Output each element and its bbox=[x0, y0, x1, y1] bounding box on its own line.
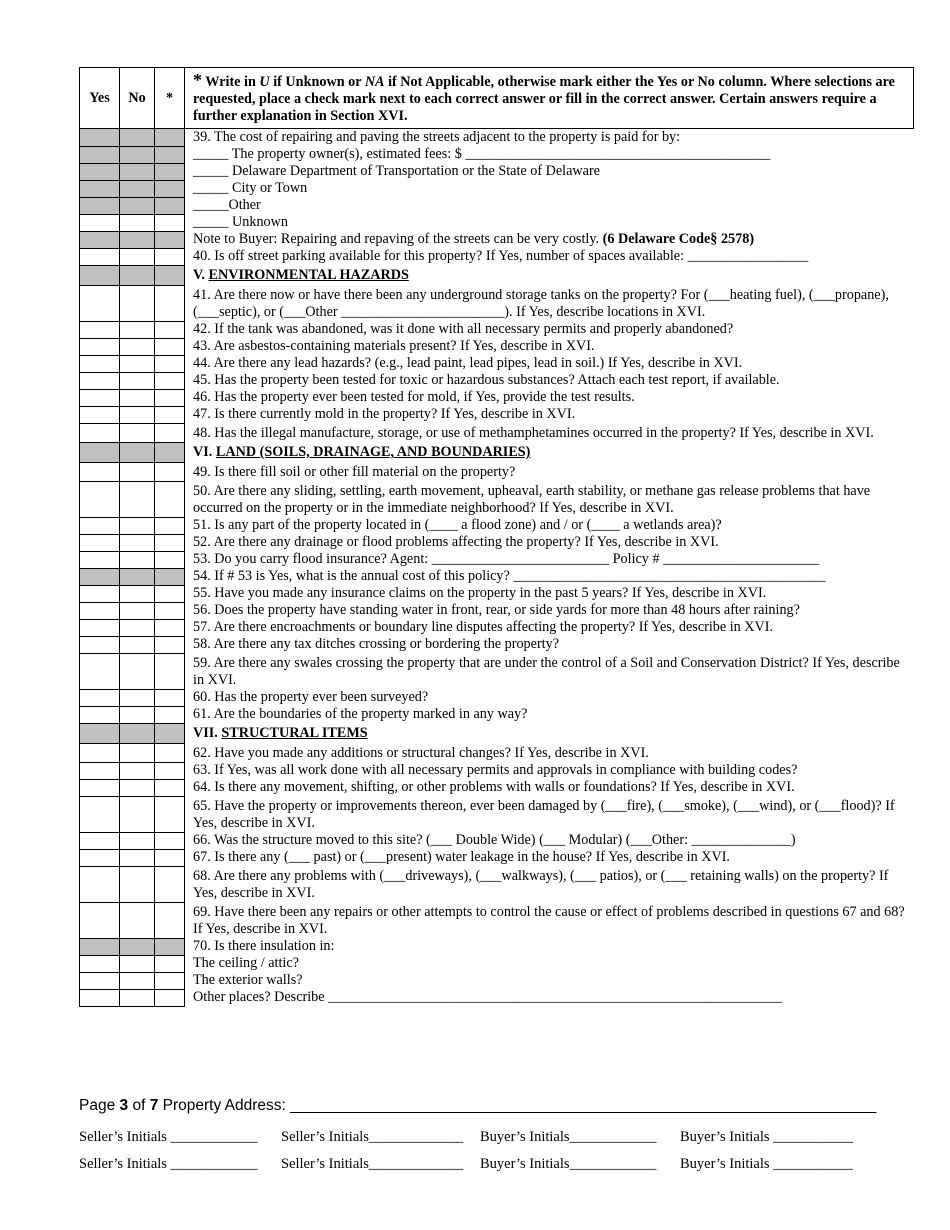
question-39: 39. The cost of repairing and paving the streets adjacent to the property is paid for by: bbox=[185, 129, 914, 147]
question-49: 49. Is there fill soil or other fill material on the property? bbox=[185, 462, 914, 481]
buyer-initials-field[interactable]: Buyer’s Initials____________ bbox=[480, 1156, 657, 1172]
no-cell[interactable] bbox=[120, 285, 155, 321]
no-cell[interactable] bbox=[120, 955, 155, 972]
question-row-60 bbox=[80, 689, 914, 706]
yes-cell[interactable] bbox=[80, 372, 120, 389]
option-row bbox=[80, 214, 914, 231]
question-44: 44. Are there any lead hazards? (e.g., lead paint, lead pipes, lead in soil.) If Yes, describe in XVI. bbox=[185, 355, 914, 372]
question-63: 63. If Yes, was all work done with all necessary permits and approvals in compliance with building codes? bbox=[185, 762, 914, 779]
option-unknown[interactable]: _____ Unknown bbox=[185, 214, 914, 231]
question-row-63 bbox=[80, 762, 914, 779]
question-66: 66. Was the structure moved to this site? (___ Double Wide) (___ Modular) (___Other: ______________) bbox=[185, 832, 914, 849]
star-cell[interactable] bbox=[155, 653, 185, 689]
no-cell[interactable] bbox=[120, 481, 155, 517]
question-48: 48. Has the illegal manufacture, storage, or use of methamphetamines occurred in the property? If Yes, describe in XVI. bbox=[185, 423, 914, 442]
question-row-64 bbox=[80, 779, 914, 796]
star-cell[interactable] bbox=[155, 743, 185, 762]
no-column-header: No bbox=[120, 68, 155, 129]
star-cell[interactable] bbox=[155, 849, 185, 866]
star-cell[interactable] bbox=[155, 706, 185, 723]
question-47: 47. Is there currently mold in the property? If Yes, describe in XVI. bbox=[185, 406, 914, 423]
no-cell[interactable] bbox=[120, 762, 155, 779]
star-cell[interactable] bbox=[155, 355, 185, 372]
insulation-other[interactable]: Other places? Describe ________________________________________________________________ bbox=[185, 989, 914, 1006]
option-row bbox=[80, 197, 914, 214]
section-heading-environmental: V. ENVIRONMENTAL HAZARDS bbox=[185, 265, 914, 285]
star-cell[interactable] bbox=[155, 551, 185, 568]
question-row-42 bbox=[80, 321, 914, 338]
question-55: 55. Have you made any insurance claims on the property in the past 5 years? If Yes, describe in XVI. bbox=[185, 585, 914, 602]
no-cell[interactable] bbox=[120, 689, 155, 706]
question-43: 43. Are asbestos-containing materials present? If Yes, describe in XVI. bbox=[185, 338, 914, 355]
question-69: 69. Have there been any repairs or other attempts to control the cause or effect of problems described in questions 67 and 68? If Yes, describe in XVI. bbox=[185, 902, 914, 938]
page-total: 7 bbox=[149, 1097, 159, 1114]
star-cell[interactable] bbox=[155, 902, 185, 938]
disclosure-form-table bbox=[79, 67, 914, 1007]
star-cell[interactable] bbox=[155, 285, 185, 321]
question-row-45 bbox=[80, 372, 914, 389]
yes-cell[interactable] bbox=[80, 989, 120, 1006]
question-row-55 bbox=[80, 585, 914, 602]
yes-cell[interactable] bbox=[80, 832, 120, 849]
question-61: 61. Are the boundaries of the property marked in any way? bbox=[185, 706, 914, 723]
question-row-44 bbox=[80, 355, 914, 372]
star-cell[interactable] bbox=[155, 389, 185, 406]
yes-cell[interactable] bbox=[80, 849, 120, 866]
star-cell[interactable] bbox=[155, 832, 185, 849]
question-62: 62. Have you made any additions or structural changes? If Yes, describe in XVI. bbox=[185, 743, 914, 762]
star-cell[interactable] bbox=[155, 338, 185, 355]
question-row-66 bbox=[80, 832, 914, 849]
no-cell[interactable] bbox=[120, 602, 155, 619]
question-row-67 bbox=[80, 849, 914, 866]
question-row-53 bbox=[80, 551, 914, 568]
page-footer: Page 3 of 7 Property Address: ____________________________________________________________________ bbox=[79, 1097, 877, 1114]
star-cell[interactable] bbox=[155, 989, 185, 1006]
no-cell[interactable] bbox=[120, 902, 155, 938]
yes-cell[interactable] bbox=[80, 517, 120, 534]
no-cell[interactable] bbox=[120, 372, 155, 389]
question-row-54 bbox=[80, 568, 914, 585]
question-68: 68. Are there any problems with (___driveways), (___walkways), (___ patios), or (___ retaining walls) on the property? If Yes, describe in XVI. bbox=[185, 866, 914, 902]
question-row-49 bbox=[80, 462, 914, 481]
no-cell[interactable] bbox=[120, 743, 155, 762]
question-60: 60. Has the property ever been surveyed? bbox=[185, 689, 914, 706]
question-row-48 bbox=[80, 423, 914, 442]
section-row-v bbox=[80, 265, 914, 285]
yes-cell[interactable] bbox=[80, 972, 120, 989]
yes-cell[interactable] bbox=[80, 423, 120, 442]
no-cell[interactable] bbox=[120, 653, 155, 689]
star-cell[interactable] bbox=[155, 779, 185, 796]
question-row-70 bbox=[80, 938, 914, 955]
star-cell[interactable] bbox=[155, 406, 185, 423]
yes-cell[interactable] bbox=[80, 706, 120, 723]
star-cell[interactable] bbox=[155, 585, 185, 602]
question-40: 40. Is off street parking available for this property? If Yes, number of spaces available: _________________ bbox=[185, 248, 914, 265]
no-cell[interactable] bbox=[120, 796, 155, 832]
yes-cell[interactable] bbox=[80, 534, 120, 551]
no-cell[interactable] bbox=[120, 832, 155, 849]
question-row-65 bbox=[80, 796, 914, 832]
star-cell[interactable] bbox=[155, 689, 185, 706]
yes-cell[interactable] bbox=[80, 619, 120, 636]
star-cell[interactable] bbox=[155, 636, 185, 653]
question-67: 67. Is there any (___ past) or (___present) water leakage in the house? If Yes, describe in XVI. bbox=[185, 849, 914, 866]
yes-cell[interactable] bbox=[80, 355, 120, 372]
star-cell[interactable] bbox=[155, 423, 185, 442]
buyer-initials-field[interactable]: Buyer’s Initials____________ bbox=[480, 1129, 657, 1145]
yes-cell[interactable] bbox=[80, 779, 120, 796]
header-row bbox=[80, 68, 914, 129]
question-53: 53. Do you carry flood insurance? Agent: _________________________ Policy # ______________________ bbox=[185, 551, 914, 568]
yes-column-header: Yes bbox=[80, 68, 120, 129]
yes-cell[interactable] bbox=[80, 689, 120, 706]
instructions: * Write in U if Unknown or NA if Not Applicable, otherwise mark either the Yes or No column. Where selections are requested, place a check mark next to each correct answer or fill in the correct answer. Certain answers require a further explanation in Section XVI. bbox=[185, 68, 914, 129]
question-row-39 bbox=[80, 129, 914, 147]
section-heading-structural: VII. STRUCTURAL ITEMS bbox=[185, 723, 914, 743]
yes-cell[interactable] bbox=[80, 653, 120, 689]
seller-initials-field[interactable]: Seller’s Initials ____________ bbox=[79, 1156, 258, 1172]
question-row-51 bbox=[80, 517, 914, 534]
yes-cell[interactable] bbox=[80, 285, 120, 321]
section-row-vii bbox=[80, 723, 914, 743]
yes-cell[interactable] bbox=[80, 321, 120, 338]
no-cell[interactable] bbox=[120, 423, 155, 442]
option-city-town[interactable]: _____ City or Town bbox=[185, 180, 914, 197]
question-70: 70. Is there insulation in: bbox=[185, 938, 914, 955]
option-other[interactable]: _____Other bbox=[185, 197, 914, 214]
question-row-69 bbox=[80, 902, 914, 938]
question-row-59 bbox=[80, 653, 914, 689]
option-row bbox=[80, 163, 914, 180]
question-row-43 bbox=[80, 338, 914, 355]
question-row-50 bbox=[80, 481, 914, 517]
no-cell[interactable] bbox=[120, 866, 155, 902]
question-42: 42. If the tank was abandoned, was it done with all necessary permits and properly abandoned? bbox=[185, 321, 914, 338]
question-65: 65. Have the property or improvements thereon, ever been damaged by (___fire), (___smoke), (___wind), or (___flood)? If Yes, describe in XVI. bbox=[185, 796, 914, 832]
question-row-46 bbox=[80, 389, 914, 406]
question-54: 54. If # 53 is Yes, what is the annual cost of this policy? ____________________________________________ bbox=[185, 568, 914, 585]
star-cell[interactable] bbox=[155, 972, 185, 989]
star-cell[interactable] bbox=[155, 534, 185, 551]
yes-cell[interactable] bbox=[80, 248, 120, 265]
no-cell[interactable] bbox=[120, 338, 155, 355]
no-cell[interactable] bbox=[120, 517, 155, 534]
no-cell[interactable] bbox=[120, 585, 155, 602]
no-cell[interactable] bbox=[120, 248, 155, 265]
page-number: 3 bbox=[119, 1097, 129, 1114]
question-50: 50. Are there any sliding, settling, earth movement, upheaval, earth stability, or methane gas release problems that have occurred on the property or in the immediate neighborhood? If Yes, describe in XVI. bbox=[185, 481, 914, 517]
yes-cell[interactable] bbox=[80, 462, 120, 481]
note-to-buyer: Note to Buyer: Repairing and repaving of the streets can be very costly. (6 Delaware Code§ 2578) bbox=[185, 231, 914, 248]
option-owner-fees[interactable]: _____ The property owner(s), estimated fees: $ ___________________________________________ bbox=[185, 146, 914, 163]
option-row bbox=[80, 180, 914, 197]
sub-row-other bbox=[80, 989, 914, 1006]
star-cell[interactable] bbox=[155, 321, 185, 338]
star-cell[interactable] bbox=[155, 462, 185, 481]
star-cell[interactable] bbox=[155, 762, 185, 779]
question-46: 46. Has the property ever been tested for mold, if Yes, provide the test results. bbox=[185, 389, 914, 406]
buyer-initials-field[interactable]: Buyer’s Initials ___________ bbox=[680, 1156, 853, 1172]
yes-cell[interactable] bbox=[80, 338, 120, 355]
seller-initials-field[interactable]: Seller’s Initials_____________ bbox=[281, 1129, 464, 1145]
no-cell[interactable] bbox=[120, 849, 155, 866]
yes-cell[interactable] bbox=[80, 481, 120, 517]
yes-cell[interactable] bbox=[80, 902, 120, 938]
question-45: 45. Has the property been tested for toxic or hazardous substances? Attach each test report, if available. bbox=[185, 372, 914, 389]
no-cell[interactable] bbox=[120, 534, 155, 551]
yes-cell[interactable] bbox=[80, 955, 120, 972]
question-row-58 bbox=[80, 636, 914, 653]
star-cell[interactable] bbox=[155, 481, 185, 517]
no-cell[interactable] bbox=[120, 551, 155, 568]
buyer-initials-field[interactable]: Buyer’s Initials ___________ bbox=[680, 1129, 853, 1145]
yes-cell[interactable] bbox=[80, 866, 120, 902]
star-cell[interactable] bbox=[155, 517, 185, 534]
no-cell[interactable] bbox=[120, 389, 155, 406]
question-52: 52. Are there any drainage or flood problems affecting the property? If Yes, describe in XVI. bbox=[185, 534, 914, 551]
section-heading-land: VI. LAND (SOILS, DRAINAGE, AND BOUNDARIES) bbox=[185, 442, 914, 462]
question-59: 59. Are there any swales crossing the property that are under the control of a Soil and Conservation District? If Yes, describe in XVI. bbox=[185, 653, 914, 689]
question-58: 58. Are there any tax ditches crossing or bordering the property? bbox=[185, 636, 914, 653]
yes-cell[interactable] bbox=[80, 762, 120, 779]
sub-row-ceiling bbox=[80, 955, 914, 972]
no-cell[interactable] bbox=[120, 706, 155, 723]
section-row-vi bbox=[80, 442, 914, 462]
question-row-62 bbox=[80, 743, 914, 762]
note-row bbox=[80, 231, 914, 248]
question-64: 64. Is there any movement, shifting, or other problems with walls or foundations? If Yes, describe in XVI. bbox=[185, 779, 914, 796]
question-56: 56. Does the property have standing water in front, rear, or side yards for more than 48 hours after raining? bbox=[185, 602, 914, 619]
no-cell[interactable] bbox=[120, 636, 155, 653]
yes-cell[interactable] bbox=[80, 636, 120, 653]
question-row-40 bbox=[80, 248, 914, 265]
insulation-ceiling: The ceiling / attic? bbox=[185, 955, 914, 972]
star-cell[interactable] bbox=[155, 602, 185, 619]
insulation-walls: The exterior walls? bbox=[185, 972, 914, 989]
yes-cell[interactable] bbox=[80, 743, 120, 762]
no-cell[interactable] bbox=[120, 972, 155, 989]
question-41: 41. Are there now or have there been any underground storage tanks on the property? For (___heating fuel), (___propane), (___septic), or (___Other _______________________). If Yes, describe locations in XVI. bbox=[185, 285, 914, 321]
no-cell[interactable] bbox=[120, 462, 155, 481]
question-row-56 bbox=[80, 602, 914, 619]
seller-initials-field[interactable]: Seller’s Initials_____________ bbox=[281, 1156, 464, 1172]
no-cell[interactable] bbox=[120, 321, 155, 338]
question-row-61 bbox=[80, 706, 914, 723]
question-row-68 bbox=[80, 866, 914, 902]
question-57: 57. Are there encroachments or boundary line disputes affecting the property? If Yes, describe in XVI. bbox=[185, 619, 914, 636]
yes-cell[interactable] bbox=[80, 796, 120, 832]
yes-cell[interactable] bbox=[80, 551, 120, 568]
yes-cell[interactable] bbox=[80, 585, 120, 602]
question-row-52 bbox=[80, 534, 914, 551]
no-cell[interactable] bbox=[120, 355, 155, 372]
question-row-57 bbox=[80, 619, 914, 636]
option-deldot[interactable]: _____ Delaware Department of Transportation or the State of Delaware bbox=[185, 163, 914, 180]
star-column-header: * bbox=[155, 68, 185, 129]
question-row-41 bbox=[80, 285, 914, 321]
star-cell[interactable] bbox=[155, 248, 185, 265]
star-cell[interactable] bbox=[155, 955, 185, 972]
sub-row-walls bbox=[80, 972, 914, 989]
star-cell[interactable] bbox=[155, 796, 185, 832]
star-cell[interactable] bbox=[155, 619, 185, 636]
property-address-field[interactable]: Property Address: ____________________________________________________________________ bbox=[158, 1097, 877, 1114]
no-cell[interactable] bbox=[120, 619, 155, 636]
no-cell[interactable] bbox=[120, 989, 155, 1006]
yes-cell[interactable] bbox=[80, 406, 120, 423]
question-51: 51. Is any part of the property located in (____ a flood zone) and / or (____ a wetlands area)? bbox=[185, 517, 914, 534]
star-cell[interactable] bbox=[155, 866, 185, 902]
star-cell[interactable] bbox=[155, 372, 185, 389]
yes-cell[interactable] bbox=[80, 389, 120, 406]
question-row-47 bbox=[80, 406, 914, 423]
no-cell[interactable] bbox=[120, 779, 155, 796]
yes-cell[interactable] bbox=[80, 602, 120, 619]
seller-initials-field[interactable]: Seller’s Initials ____________ bbox=[79, 1129, 258, 1145]
no-cell[interactable] bbox=[120, 406, 155, 423]
option-row bbox=[80, 146, 914, 163]
